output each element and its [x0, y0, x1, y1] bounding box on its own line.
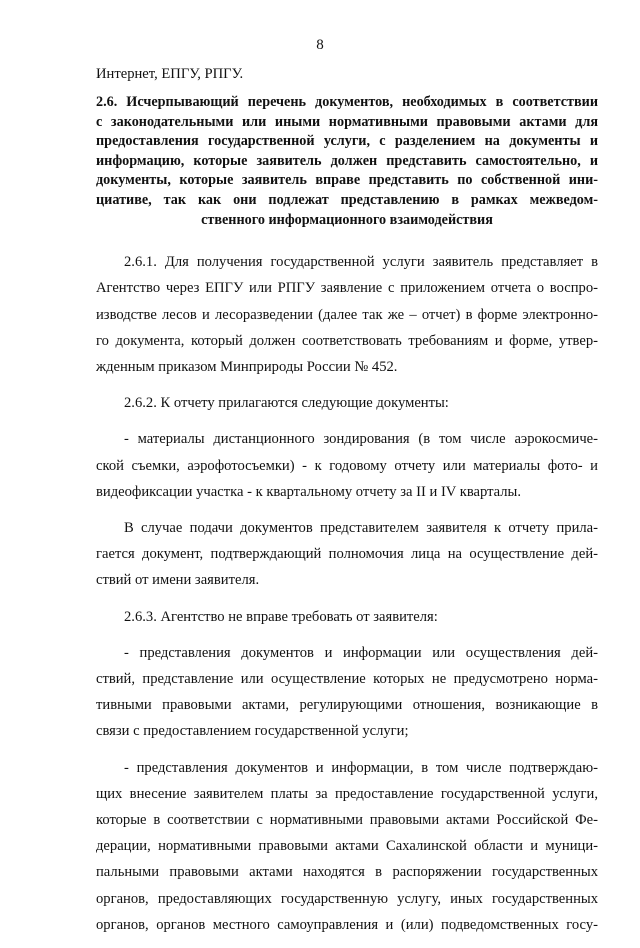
- heading-line: документы, которые заявитель вправе представить по собственной ини-: [96, 172, 598, 189]
- text-line: ствий от имени заявителя.: [96, 572, 260, 589]
- text-line: 2.6.3. Агентство не вправе требовать от заявителя:: [124, 608, 438, 625]
- paragraph-2-6-2: [96, 390, 598, 416]
- page-number: 8: [316, 37, 324, 53]
- text-line: В случае подачи документов представителем заявителя к отчету прила-: [124, 519, 598, 536]
- text-line: которые в соответствии с нормативными правовыми актами Российской Фе-: [96, 812, 598, 829]
- page-content: [96, 61, 598, 948]
- text-line: тивными правовыми актами, регулирующими отношения, возникающие в: [96, 697, 598, 714]
- text-line: жденным приказом Минприроды России № 452.: [96, 358, 398, 375]
- text-line: - представления документов и информации или осуществления дей-: [124, 644, 598, 661]
- heading-line: предоставления государственной услуги, с разделением на документы и: [96, 133, 598, 150]
- text-line: связи с предоставлением государственной услуги;: [96, 723, 409, 740]
- text-line: ской съемки, аэрофотосъемки) - к годовому отчету или материалы фото- и: [96, 457, 598, 474]
- text-line: органов, предоставляющих государственную услугу, иных государственных: [96, 890, 598, 907]
- paragraph-not-required-actions: [96, 640, 598, 745]
- text-line: видеофиксации участка - к квартальному отчету за II и IV кварталы.: [96, 483, 521, 500]
- text-line: щих внесение заявителем платы за предоставление государственной услуги,: [96, 785, 598, 802]
- text-line: пальными правовыми актами находятся в распоряжении государственных: [96, 864, 598, 881]
- text-line: 2.6.1. Для получения государственной услуги заявитель представляет в: [124, 254, 598, 271]
- text-line: Агентство через ЕПГУ или РПГУ заявление с приложением отчета о воспро-: [96, 280, 598, 297]
- paragraph-representative: [96, 515, 598, 594]
- text-line: органов, органов местного самоуправления и (или) подведомственных госу-: [96, 916, 598, 933]
- text-line: изводстве лесов и лесоразведении (далее так же – отчет) в форме электронно-: [96, 306, 598, 323]
- paragraph-not-required-documents: [96, 755, 598, 938]
- paragraph-remote-sensing: [96, 426, 598, 505]
- text-line: - представления документов и информации, в том числе подтверждаю-: [124, 759, 598, 776]
- heading-line: 2.6. Исчерпывающий перечень документов, необходимых в соответствии: [96, 94, 598, 110]
- text-line: ствий, представление или осуществление которых не предусмотрено норма-: [96, 671, 598, 687]
- text-line: 2.6.2. К отчету прилагаются следующие документы:: [124, 395, 449, 412]
- heading-line: с законодательными или иными нормативными правовыми актами для: [96, 113, 598, 130]
- text-line: дерации, нормативными правовыми актами Сахалинской области и муници-: [96, 838, 598, 855]
- paragraph-2-6-3: [96, 604, 598, 630]
- text-line: гается документ, подтверждающий полномочия лица на осуществление дей-: [96, 546, 598, 563]
- heading-line: ственного информационного взаимодействия: [201, 211, 493, 228]
- section-heading-2-6: [96, 93, 598, 230]
- text-line: - материалы дистанционного зондирования (в том числе аэрокосмиче-: [124, 431, 598, 448]
- paragraph-2-6-1: [96, 249, 598, 380]
- heading-line: информацию, которые заявитель должен представить самостоятельно, и: [96, 152, 598, 169]
- heading-line: циативе, так как они подлежат представлению в рамках межведом-: [96, 191, 598, 208]
- text-line: го документа, который должен соответствовать требованиям и форме, утвер-: [96, 332, 598, 349]
- intro-line: Интернет, ЕПГУ, РПГУ.: [96, 66, 244, 82]
